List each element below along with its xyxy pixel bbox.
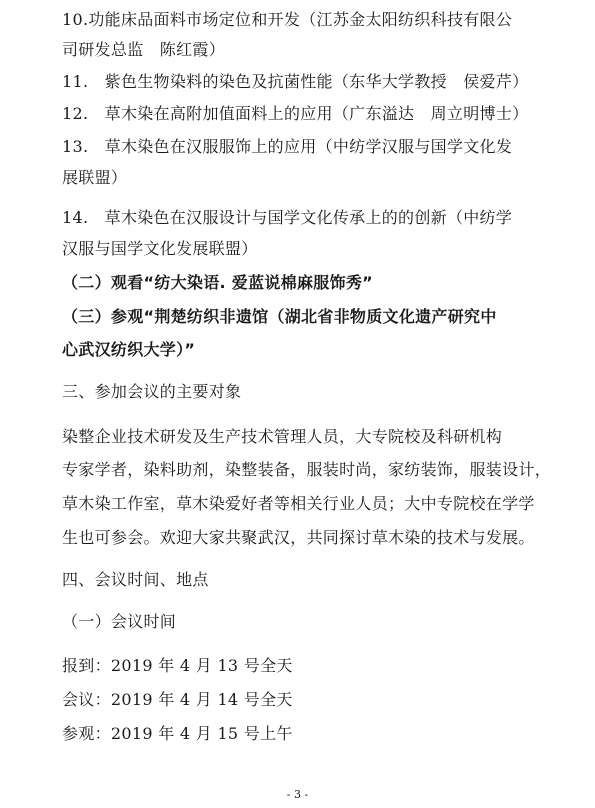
agenda-item-11: 11. 紫色生物染料的染色及抗菌性能（东华大学教授 侯爱芹） [62, 72, 529, 91]
attendees-paragraph-line-2: 专家学者，染料助剂，染整装备，服装时尚，家纺装饰，服装设计， [62, 460, 552, 479]
attendees-paragraph-line-4: 生也可参会。欢迎大家共聚武汉，共同探讨草木染的技术与发展。 [62, 528, 535, 547]
schedule-registration: 报到：2019 年 4 月 13 号全天 [62, 656, 293, 675]
agenda-item-13-line-2: 展联盟） [62, 168, 128, 187]
subsection-visit-line-2: 心武汉纺织大学）” [62, 340, 196, 359]
page-number: - 3 - [286, 788, 309, 801]
schedule-visit: 参观：2019 年 4 月 15 号上午 [62, 724, 293, 743]
attendees-paragraph-line-3: 草木染工作室，草木染爱好者等相关行业人员；大中专院校在学学 [62, 494, 535, 513]
section-heading-time-place: 四、会议时间、地点 [62, 570, 209, 589]
subsection-meeting-time: （一）会议时间 [62, 612, 177, 631]
agenda-item-12: 12. 草木染在高附加值面料上的应用（广东溢达 周立明博士） [62, 104, 529, 123]
agenda-item-14-line-2: 汉服与国学文化发展联盟） [62, 239, 258, 258]
subsection-watch-show: （二）观看“纺大染语. 爱蓝说棉麻服饰秀” [62, 273, 373, 292]
agenda-item-14-line-1: 14. 草木染色在汉服设计与国学文化传承上的的创新（中纺学 [62, 208, 513, 227]
attendees-paragraph-line-1: 染整企业技术研发及生产技术管理人员，大专院校及科研机构 [62, 427, 503, 446]
agenda-item-10-line-1: 10.功能床品面料市场定位和开发（江苏金太阳纺织科技有限公 [62, 10, 513, 29]
schedule-meeting: 会议：2019 年 4 月 14 号全天 [62, 690, 293, 709]
subsection-visit-line-1: （三）参观“荆楚纺织非遗馆（湖北省非物质文化遗产研究中 [62, 307, 497, 326]
section-heading-attendees: 三、参加会议的主要对象 [62, 382, 242, 401]
agenda-item-10-line-2: 司研发总监 陈红霞） [62, 40, 226, 59]
agenda-item-13-line-1: 13. 草木染色在汉服服饰上的应用（中纺学汉服与国学文化发 [62, 137, 513, 156]
